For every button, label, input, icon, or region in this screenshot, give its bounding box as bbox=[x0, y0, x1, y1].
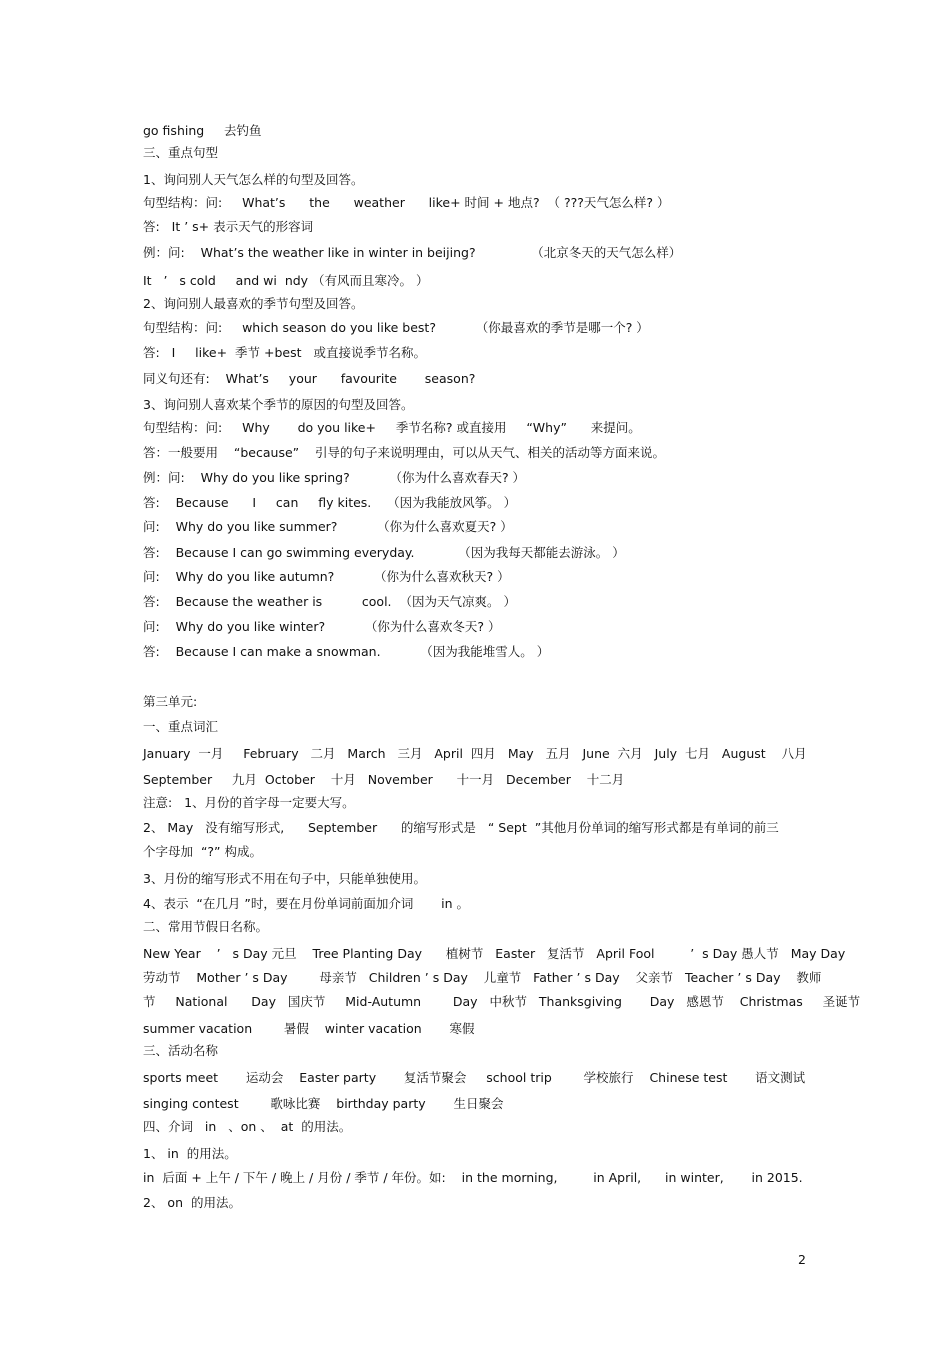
text-line: New Year ’ s Day 元旦 Tree Planting Day 植树节 Easter 复活节 April Fool ’ s Day 愚人节 May Day bbox=[143, 946, 846, 961]
text-line: 句型结构：问: Why do you like+ 季节名称? 或直接用 “Why” 来提问。 bbox=[143, 420, 641, 435]
text-line: 2、 May 没有缩写形式, September 的缩写形式是 “ Sept ”其他月份单词的缩写形式都是有单词的前三 bbox=[143, 820, 779, 835]
text-line: 3、询问别人喜欢某个季节的原因的句型及回答。 bbox=[143, 397, 414, 412]
text-line: 同义句还有: What’s your favourite season? bbox=[143, 371, 476, 386]
text-line: 答: Because I can make a snowman. （因为我能堆雪人。 ） bbox=[143, 644, 550, 659]
page-number: 2 bbox=[798, 1252, 806, 1267]
text-line: go fishing 去钓鱼 bbox=[143, 123, 262, 138]
text-line: 句型结构：问: What’s the weather like+ 时间 + 地点? （ ???天气怎么样? ） bbox=[143, 195, 670, 210]
text-line: 答: Because the weather is cool. （因为天气凉爽。 ） bbox=[143, 594, 516, 609]
section-heading: 四、介词 in 、on 、 at 的用法。 bbox=[143, 1119, 352, 1134]
text-line: sports meet 运动会 Easter party 复活节聚会 school trip 学校旅行 Chinese test 语文测试 bbox=[143, 1070, 806, 1085]
text-line: 答：一般要用 “because” 引导的句子来说明理由，可以从天气、相关的活动等方面来说。 bbox=[143, 445, 666, 460]
text-line: 例：问: Why do you like spring? （你为什么喜欢春天? ） bbox=[143, 470, 526, 485]
text-line: January 一月 February 二月 March 三月 April 四月 May 五月 June 六月 July 七月 August 八月 bbox=[143, 746, 807, 761]
text-line: 节 National Day 国庆节 Mid-Autumn Day 中秋节 Thanksgiving Day 感恩节 Christmas 圣诞节 bbox=[143, 994, 861, 1009]
text-line: September 九月 October 十月 November 十一月 December 十二月 bbox=[143, 772, 625, 787]
text-line: 句型结构：问: which season do you like best? （你最喜欢的季节是哪一个? ） bbox=[143, 320, 649, 335]
section-heading: 三、重点句型 bbox=[143, 145, 219, 160]
section-heading: 三、活动名称 bbox=[143, 1043, 219, 1058]
text-line: 问: Why do you like winter? （你为什么喜欢冬天? ） bbox=[143, 619, 501, 634]
unit-heading: 第三单元: bbox=[143, 694, 198, 709]
text-line: 1、询问别人天气怎么样的句型及回答。 bbox=[143, 172, 364, 187]
text-line: 问: Why do you like summer? （你为什么喜欢夏天? ） bbox=[143, 519, 513, 534]
text-line: 4、表示 “在几月 ”时，要在月份单词前面加介词 in 。 bbox=[143, 896, 470, 911]
text-line: 2、询问别人最喜欢的季节句型及回答。 bbox=[143, 296, 364, 311]
text-line: 问: Why do you like autumn? （你为什么喜欢秋天? ） bbox=[143, 569, 510, 584]
text-line: singing contest 歌咏比赛 birthday party 生日聚会 bbox=[143, 1096, 504, 1111]
text-line: 答: I like+ 季节 +best 或直接说季节名称。 bbox=[143, 345, 426, 360]
text-line: 注意: 1、月份的首字母一定要大写。 bbox=[143, 795, 355, 810]
text-line: 3、月份的缩写形式不用在句子中，只能单独使用。 bbox=[143, 871, 426, 886]
text-line: 例：问: What’s the weather like in winter in beijing? （北京冬天的天气怎么样） bbox=[143, 245, 682, 260]
text-line: It ’ s cold and wi ndy （有风而且寒冷。 ） bbox=[143, 273, 429, 288]
section-heading: 二、常用节假日名称。 bbox=[143, 919, 269, 934]
text-line: 答: Because I can fly kites. （因为我能放风筝。 ） bbox=[143, 495, 517, 510]
section-heading: 一、重点词汇 bbox=[143, 719, 219, 734]
text-line: 个字母加 “?” 构成。 bbox=[143, 844, 263, 859]
text-line: in 后面 + 上午 / 下午 / 晚上 / 月份 / 季节 / 年份。如: in the morning, in April, in winter, in 2015. bbox=[143, 1170, 803, 1185]
text-line: 答: It ’ s+ 表示天气的形容词 bbox=[143, 219, 314, 234]
text-line: 2、 on 的用法。 bbox=[143, 1195, 241, 1210]
text-line: 1、 in 的用法。 bbox=[143, 1146, 237, 1161]
text-line: summer vacation 暑假 winter vacation 寒假 bbox=[143, 1021, 475, 1036]
text-line: 答: Because I can go swimming everyday. （因为我每天都能去游泳。 ） bbox=[143, 545, 625, 560]
text-line: 劳动节 Mother ’ s Day 母亲节 Children ’ s Day 儿童节 Father ’ s Day 父亲节 Teacher ’ s Day 教师 bbox=[143, 970, 822, 985]
